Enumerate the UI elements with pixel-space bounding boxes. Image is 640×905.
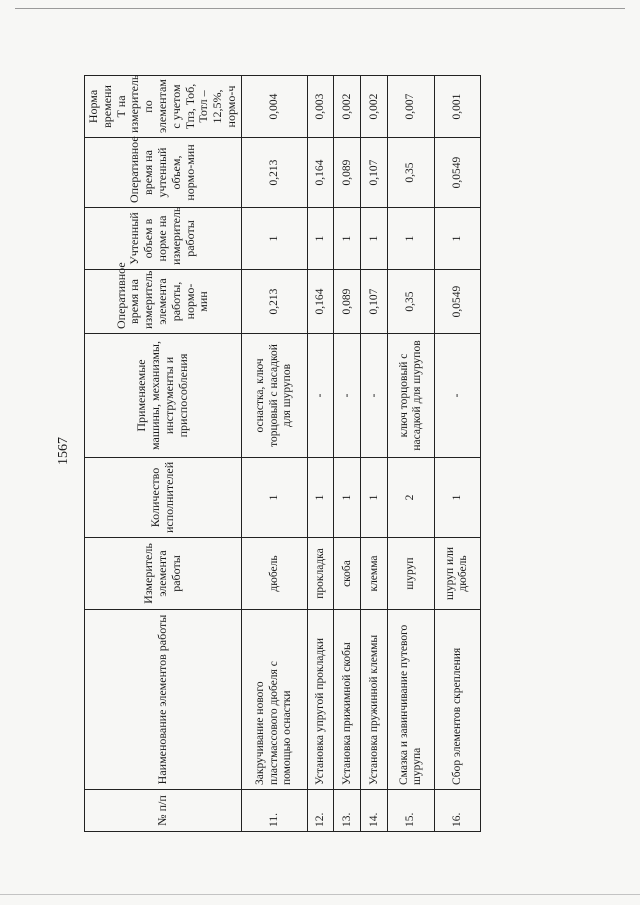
cell-element-name: Установка пружинной клеммы bbox=[361, 610, 388, 790]
cell-workers: 1 bbox=[361, 458, 388, 538]
cell-number: 15. bbox=[388, 790, 434, 832]
header-operative-time-volume: Оперативное время на учтенный объем, нормо-мин bbox=[85, 138, 242, 208]
cell-operative-time-volume: 0,35 bbox=[388, 138, 434, 208]
cell-tools: - bbox=[361, 334, 388, 458]
table-row bbox=[241, 76, 307, 832]
table-row bbox=[434, 76, 480, 832]
cell-accounted-volume: 1 bbox=[334, 208, 361, 270]
cell-operative-time: 0,35 bbox=[388, 270, 434, 334]
cell-workers: 1 bbox=[334, 458, 361, 538]
cell-operative-time: 0,089 bbox=[334, 270, 361, 334]
work-elements-table bbox=[84, 75, 481, 832]
cell-accounted-volume: 1 bbox=[241, 208, 307, 270]
cell-operative-time: 0,164 bbox=[307, 270, 334, 334]
cell-element-name: Закручивание нового пластмассового дюбеля с помощью оснастки bbox=[241, 610, 307, 790]
header-workers: Количество исполнителей bbox=[85, 458, 242, 538]
cell-number: 13. bbox=[334, 790, 361, 832]
cell-operative-time-volume: 0,0549 bbox=[434, 138, 480, 208]
cell-tools: - bbox=[434, 334, 480, 458]
header-operative-time: Оперативное время на измеритель элемента работы, нормо-мин bbox=[85, 270, 242, 334]
cell-unit: дюбель bbox=[241, 538, 307, 610]
cell-workers: 1 bbox=[434, 458, 480, 538]
header-element-name: Наименование элементов работы bbox=[85, 610, 242, 790]
cell-unit: шуруп или дюбель bbox=[434, 538, 480, 610]
scan-edge-line bbox=[15, 8, 625, 9]
cell-operative-time-volume: 0,089 bbox=[334, 138, 361, 208]
cell-number: 14. bbox=[361, 790, 388, 832]
cell-tools: - bbox=[334, 334, 361, 458]
table-container bbox=[84, 76, 481, 832]
cell-accounted-volume: 1 bbox=[434, 208, 480, 270]
rotated-table-frame bbox=[84, 76, 481, 832]
scan-edge-line bbox=[0, 894, 640, 895]
header-row bbox=[85, 76, 242, 832]
cell-element-name: Сбор элементов скрепления bbox=[434, 610, 480, 790]
header-unit: Измеритель элемента работы bbox=[85, 538, 242, 610]
cell-unit: скоба bbox=[334, 538, 361, 610]
cell-time-norm: 0,003 bbox=[307, 76, 334, 138]
cell-operative-time-volume: 0,164 bbox=[307, 138, 334, 208]
cell-time-norm: 0,001 bbox=[434, 76, 480, 138]
cell-number: 16. bbox=[434, 790, 480, 832]
header-time-norm: Норма времени Т на измеритель по элементам с учетом Тпз, Тоб, Тотл – 12,5%, нормо-ч bbox=[85, 76, 242, 138]
cell-unit: прокладка bbox=[307, 538, 334, 610]
table-row bbox=[361, 76, 388, 832]
cell-time-norm: 0,007 bbox=[388, 76, 434, 138]
header-accounted-volume: Учтенный объем в норме на измеритель работы bbox=[85, 208, 242, 270]
cell-time-norm: 0,002 bbox=[361, 76, 388, 138]
cell-operative-time-volume: 0,107 bbox=[361, 138, 388, 208]
cell-accounted-volume: 1 bbox=[307, 208, 334, 270]
header-tools: Применяемые машины, механизмы, инструменты и приспособления bbox=[85, 334, 242, 458]
cell-unit: шуруп bbox=[388, 538, 434, 610]
cell-number: 11. bbox=[241, 790, 307, 832]
cell-unit: клемма bbox=[361, 538, 388, 610]
cell-time-norm: 0,004 bbox=[241, 76, 307, 138]
cell-tools: - bbox=[307, 334, 334, 458]
header-number: № п/п bbox=[85, 790, 242, 832]
table-row bbox=[307, 76, 334, 832]
cell-operative-time: 0,107 bbox=[361, 270, 388, 334]
cell-operative-time: 0,213 bbox=[241, 270, 307, 334]
cell-time-norm: 0,002 bbox=[334, 76, 361, 138]
table-row bbox=[388, 76, 434, 832]
cell-element-name: Смазка и завинчивание путевого шурупа bbox=[388, 610, 434, 790]
cell-tools: оснастка, ключ торцовый с насадкой для шурупов bbox=[241, 334, 307, 458]
cell-operative-time: 0,0549 bbox=[434, 270, 480, 334]
cell-workers: 1 bbox=[307, 458, 334, 538]
cell-number: 12. bbox=[307, 790, 334, 832]
cell-workers: 1 bbox=[241, 458, 307, 538]
cell-element-name: Установка упругой прокладки bbox=[307, 610, 334, 790]
cell-operative-time-volume: 0,213 bbox=[241, 138, 307, 208]
cell-tools: ключ торцовый с насадкой для шурупов bbox=[388, 334, 434, 458]
table-row bbox=[334, 76, 361, 832]
cell-element-name: Установка прижимной скобы bbox=[334, 610, 361, 790]
cell-workers: 2 bbox=[388, 458, 434, 538]
page-number: 1567 bbox=[56, 437, 71, 465]
cell-accounted-volume: 1 bbox=[388, 208, 434, 270]
cell-accounted-volume: 1 bbox=[361, 208, 388, 270]
